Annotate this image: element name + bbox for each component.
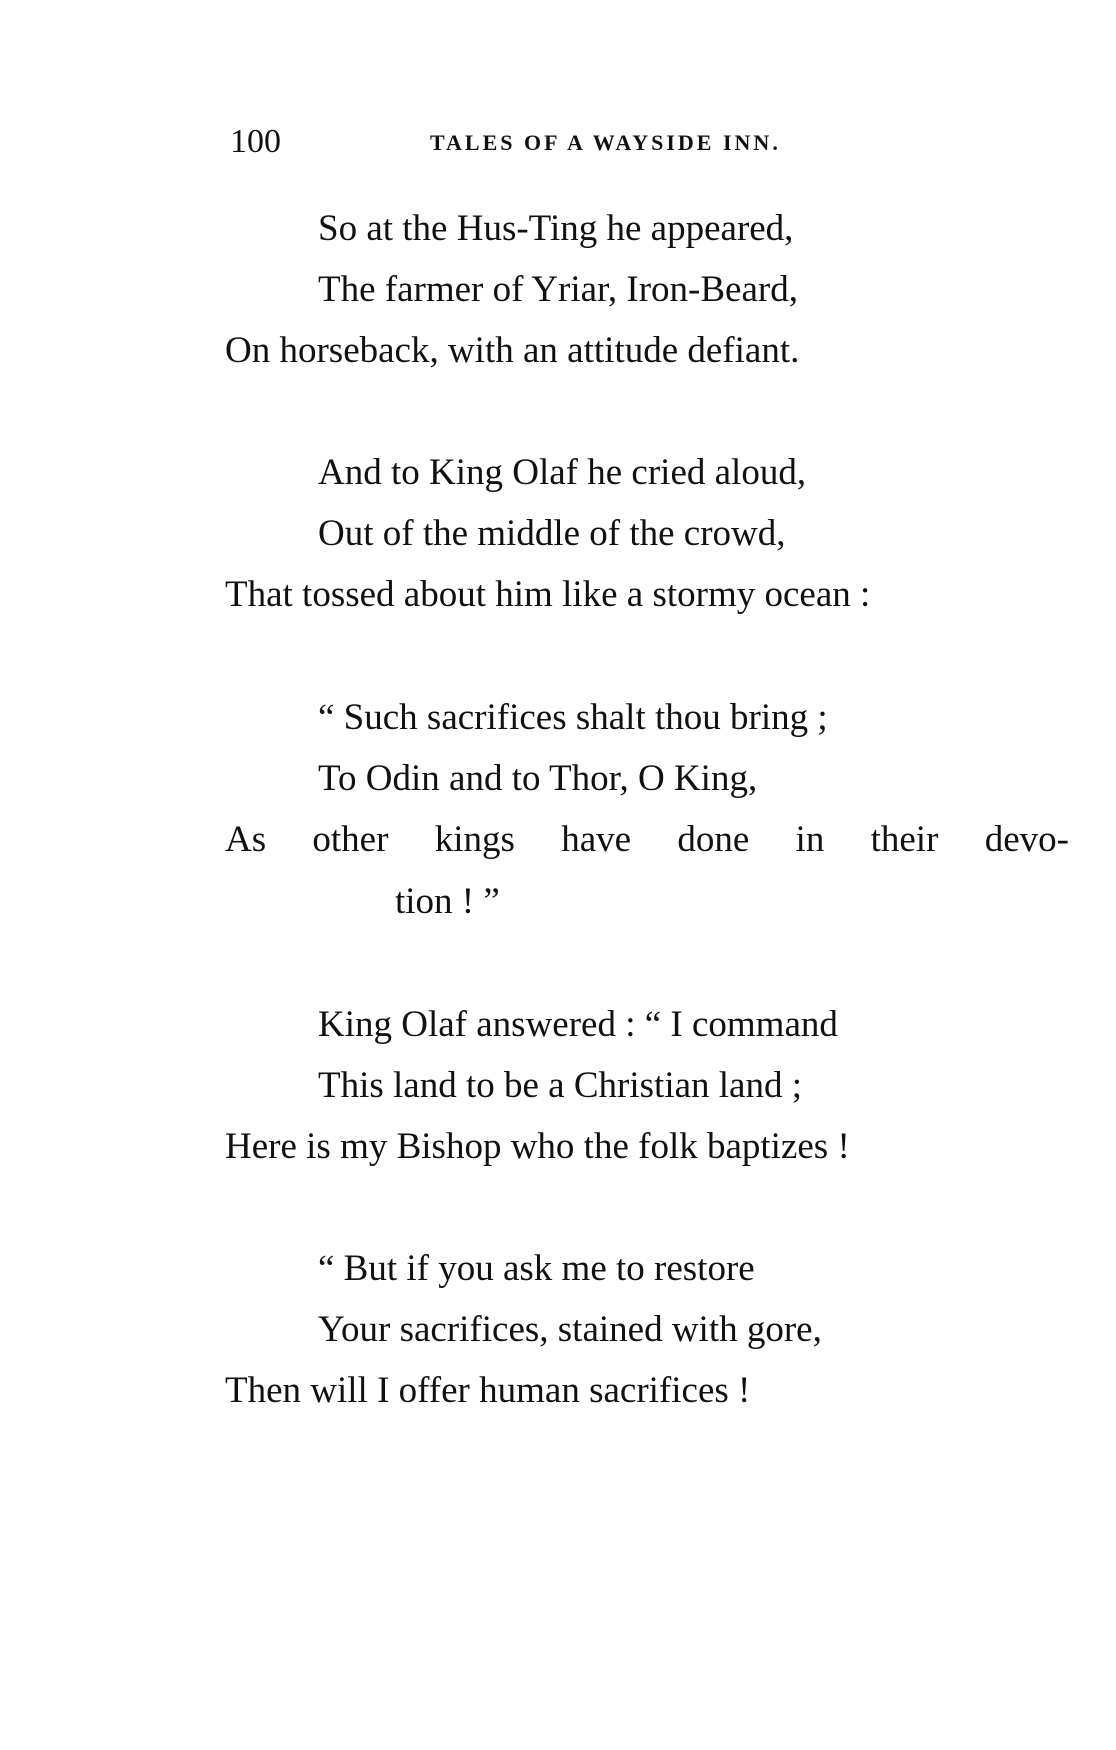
verse-line: King Olaf answered : “ I command	[318, 1004, 838, 1045]
verse-line: On horseback, with an attitude defiant.	[225, 330, 800, 371]
verse-word: other	[312, 819, 389, 860]
verse-word: their	[870, 819, 939, 860]
verse-word: in	[795, 819, 825, 860]
page-header	[230, 122, 930, 162]
verse-line: Here is my Bishop who the folk baptizes !	[225, 1126, 850, 1167]
verse-line: So at the Hus-Ting he appeared,	[318, 208, 794, 249]
verse-line: “ Such sacrifices shalt thou bring ;	[318, 697, 828, 738]
verse-word: devo-	[984, 819, 1069, 860]
verse-word: done	[677, 819, 750, 860]
verse-word: kings	[434, 819, 515, 860]
verse-line: That tossed about him like a stormy ocean :	[225, 574, 871, 615]
verse-word: have	[561, 819, 632, 860]
verse-line: The farmer of Yriar, Iron-Beard,	[318, 269, 798, 310]
verse-line: Out of the middle of the crowd,	[318, 513, 786, 554]
page-number: 100	[230, 123, 281, 160]
running-title: TALES OF A WAYSIDE INN.	[430, 130, 781, 155]
verse-line: Your sacrifices, stained with gore,	[318, 1309, 822, 1350]
verse-line-justified	[225, 818, 1069, 862]
verse-line: To Odin and to Thor, O King,	[318, 758, 758, 799]
verse-word: As	[225, 819, 267, 860]
verse-line: And to King Olaf he cried aloud,	[318, 452, 807, 493]
verse-line: Then will I offer human sacrifices !	[225, 1370, 751, 1411]
verse-line-continuation: tion ! ”	[395, 881, 500, 922]
verse-line: This land to be a Christian land ;	[318, 1065, 802, 1106]
verse-line: “ But if you ask me to restore	[318, 1248, 755, 1289]
